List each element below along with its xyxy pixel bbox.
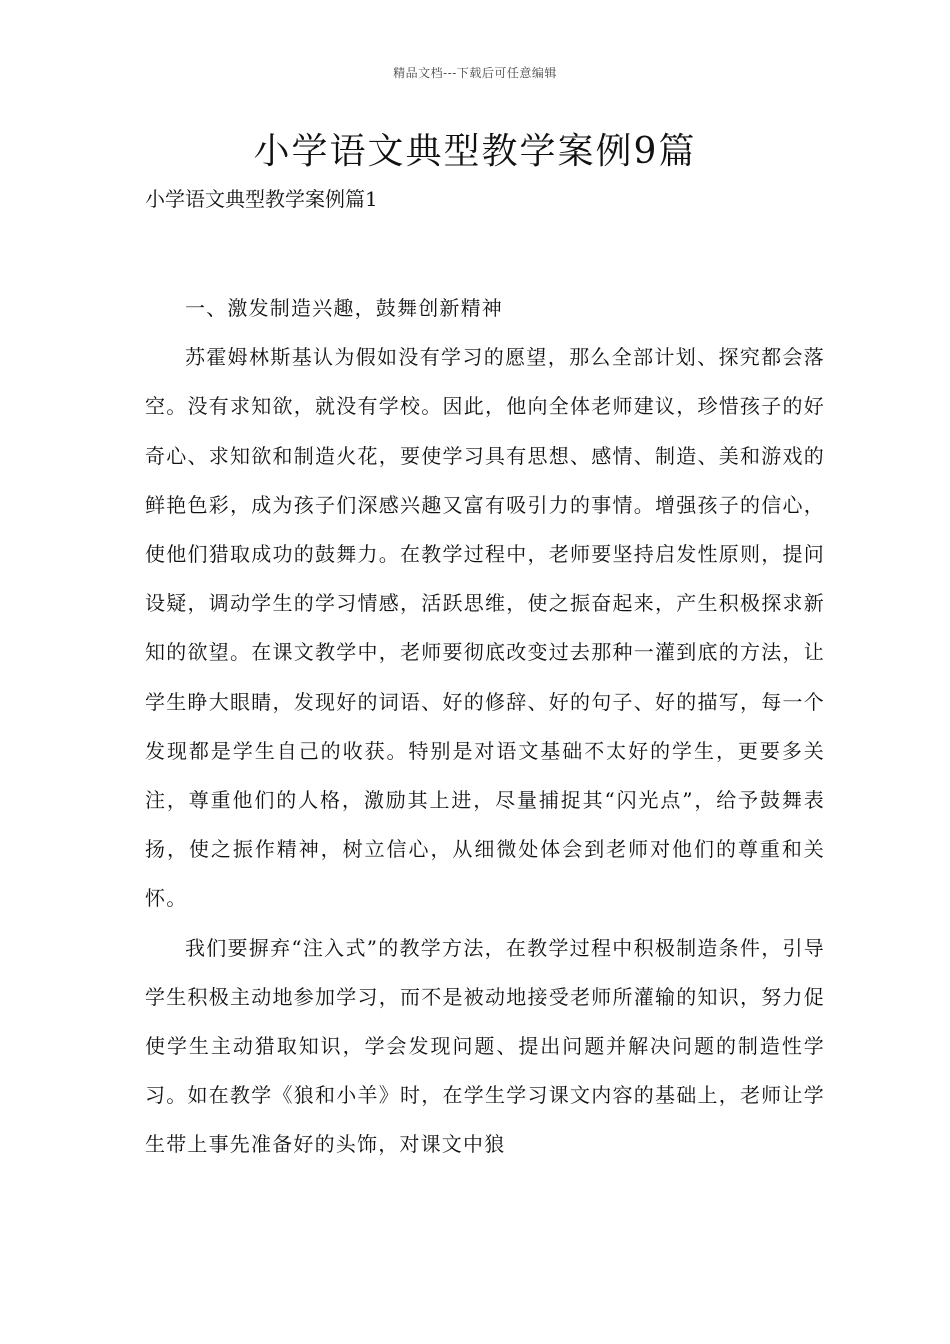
document-title: 小学语文典型教学案例9篇 xyxy=(253,131,697,172)
section-title: 小学语文典型教学案例篇1 xyxy=(145,187,378,211)
body-paragraph: 我们要摒弃“注入式”的教学方法，在教学过程中积极制造条件，引导学生积极主动地参加学习，而不是被动地接受老师所灌输的知识，努力促使学生主动猎取知识，学会发现问题、提出问题并解决问题的制造性学习。如在教学《狼和小羊》时，在学生学习课文内容的基础上，老师让学生带上事先准备好的头饰，对课文中狼 xyxy=(145,935,825,1157)
document-body xyxy=(145,284,825,1170)
body-paragraph: 苏霍姆林斯基认为假如没有学习的愿望，那么全部计划、探究都会落空。没有求知欲，就没有学校。因此，他向全体老师建议，珍惜孩子的好奇心、求知欲和制造火花，要使学习具有思想、感情、制造、美和游戏的鲜艳色彩，成为孩子们深感兴趣又富有吸引力的事情。增强孩子的信心，使他们猎取成功的鼓舞力。在教学过程中，老师要坚持启发性原则，提问设疑，调动学生的学习情感，活跃思维，使之振奋起来，产生积极探求新知的欲望。在课文教学中，老师要彻底改变过去那种一灌到底的方法，让学生睁大眼睛，发现好的词语、好的修辞、好的句子、好的描写，每一个发现都是学生自己的收获。特别是对语文基础不太好的学生，更要多关注，尊重他们的人格，激励其上进，尽量捕捉其“闪光点”，给予鼓舞表扬，使之振作精神，树立信心，从细微处体会到老师对他们的尊重和关怀。 xyxy=(145,345,825,911)
subsection-heading: 一、激发制造兴趣，鼓舞创新精神 xyxy=(185,296,503,320)
header-note: 精品文档---下载后可任意编辑 xyxy=(393,66,557,80)
